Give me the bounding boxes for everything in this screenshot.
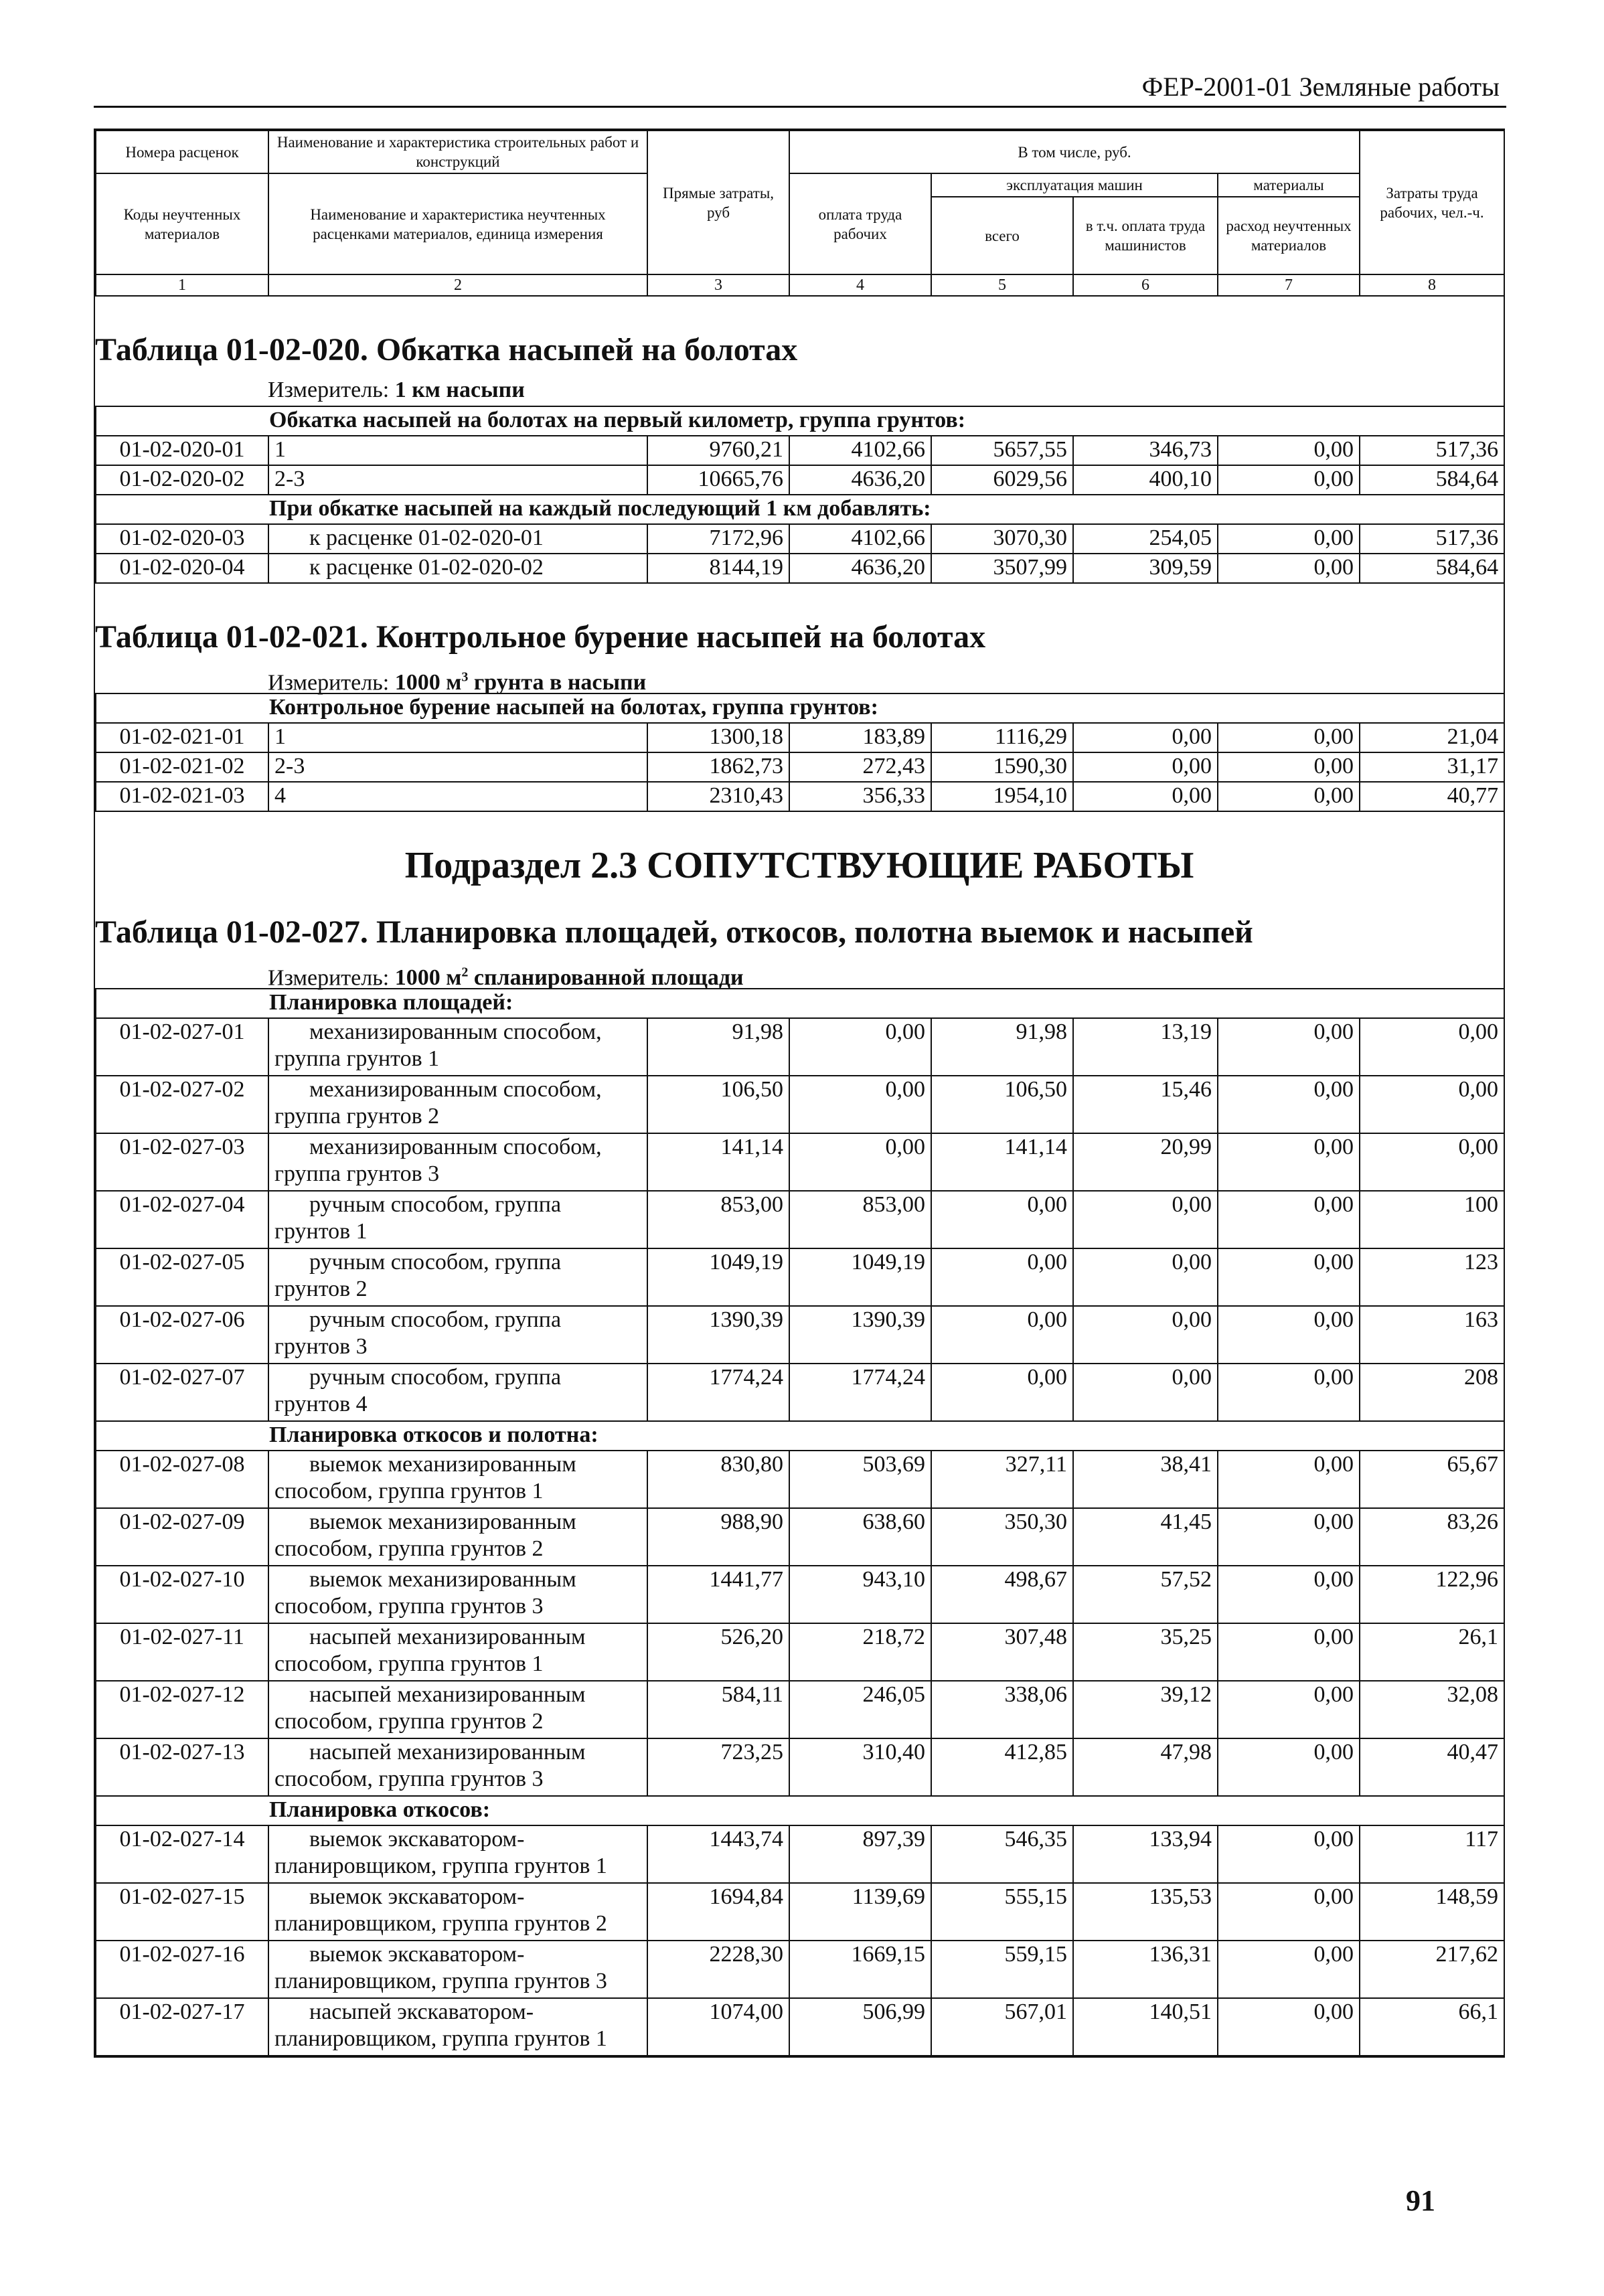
materials: 0,00	[1218, 1738, 1360, 1796]
labor-hours: 163	[1360, 1306, 1504, 1364]
group-label: При обкатке насыпей на каждый последующий 1 км добавлять:	[96, 495, 1504, 524]
direct-costs: 1074,00	[647, 1998, 789, 2056]
machines-total: 3507,99	[931, 554, 1073, 583]
materials: 0,00	[1218, 1508, 1360, 1566]
header-machines: эксплуатация машин	[931, 173, 1218, 197]
direct-costs: 1774,24	[647, 1364, 789, 1421]
labor-hours: 66,1	[1360, 1998, 1504, 2056]
table-row	[96, 1883, 1504, 1941]
machinist-pay: 0,00	[1073, 1364, 1218, 1421]
labor-hours: 217,62	[1360, 1941, 1504, 1998]
materials: 0,00	[1218, 1681, 1360, 1738]
rate-name: насыпей механизированным способом, группа грунтов 1	[268, 1623, 647, 1681]
worker-pay: 4102,66	[789, 524, 931, 554]
rate-name: выемок экскаватором- планировщиком, группа грунтов 3	[268, 1941, 647, 1998]
table-row	[96, 1508, 1504, 1566]
machines-total: 327,11	[931, 1451, 1073, 1508]
rate-code: 01-02-021-01	[96, 723, 268, 752]
worker-pay: 943,10	[789, 1566, 931, 1623]
rate-name: 2-3	[268, 465, 647, 495]
labor-hours: 0,00	[1360, 1018, 1504, 1076]
labor-hours: 148,59	[1360, 1883, 1504, 1941]
labor-hours: 100	[1360, 1191, 1504, 1248]
machinist-pay: 38,41	[1073, 1451, 1218, 1508]
table-row	[96, 1306, 1504, 1364]
header-pay: оплата труда рабочих	[789, 173, 931, 274]
machinist-pay: 140,51	[1073, 1998, 1218, 2056]
direct-costs: 9760,21	[647, 436, 789, 465]
group-label: Планировка откосов и полотна:	[96, 1421, 1504, 1451]
table-021-measure: Измеритель: 1000 $м^3$ грунта в насыпи	[268, 670, 647, 695]
col-num-8: 8	[1360, 274, 1504, 296]
direct-costs: 988,90	[647, 1508, 789, 1566]
labor-hours: 208	[1360, 1364, 1504, 1421]
header-codes: Коды неучтенных материалов	[96, 173, 268, 274]
rate-name: выемок экскаватором- планировщиком, группа грунтов 2	[268, 1883, 647, 1941]
worker-pay: 4636,20	[789, 554, 931, 583]
rate-name: насыпей механизированным способом, группа грунтов 3	[268, 1738, 647, 1796]
materials: 0,00	[1218, 1248, 1360, 1306]
materials: 0,00	[1218, 1076, 1360, 1133]
rate-name: выемок механизированным способом, группа грунтов 1	[268, 1451, 647, 1508]
rate-code: 01-02-027-04	[96, 1191, 268, 1248]
table-row	[96, 1364, 1504, 1421]
machines-total: 498,67	[931, 1566, 1073, 1623]
labor-hours: 21,04	[1360, 723, 1504, 752]
rate-code: 01-02-020-04	[96, 554, 268, 583]
col-num-6: 6	[1073, 274, 1218, 296]
worker-pay: 853,00	[789, 1191, 931, 1248]
rate-code: 01-02-027-11	[96, 1623, 268, 1681]
rate-name: 1	[268, 436, 647, 465]
machines-total: 3070,30	[931, 524, 1073, 554]
direct-costs: 2228,30	[647, 1941, 789, 1998]
table-027-title: Таблица 01-02-027. Планировка площадей, откосов, полотна выемок и насыпей	[95, 914, 1253, 950]
machines-total: 0,00	[931, 1191, 1073, 1248]
table-020	[95, 406, 1505, 584]
worker-pay: 4102,66	[789, 436, 931, 465]
group-label: Планировка откосов:	[96, 1796, 1504, 1825]
group-label: Планировка площадей:	[96, 989, 1504, 1018]
machinist-pay: 309,59	[1073, 554, 1218, 583]
machinist-pay: 15,46	[1073, 1076, 1218, 1133]
rate-code: 01-02-027-06	[96, 1306, 268, 1364]
direct-costs: 1862,73	[647, 752, 789, 782]
direct-costs: 91,98	[647, 1018, 789, 1076]
worker-pay: 218,72	[789, 1623, 931, 1681]
direct-costs: 853,00	[647, 1191, 789, 1248]
materials: 0,00	[1218, 1018, 1360, 1076]
rate-code: 01-02-027-17	[96, 1998, 268, 2056]
direct-costs: 2310,43	[647, 782, 789, 811]
materials: 0,00	[1218, 723, 1360, 752]
group-label: Контрольное бурение насыпей на болотах, группа грунтов:	[96, 693, 1504, 723]
col-num-5: 5	[931, 274, 1073, 296]
table-row	[96, 1738, 1504, 1796]
header-including: В том числе, руб.	[789, 131, 1360, 173]
machinist-pay: 0,00	[1073, 782, 1218, 811]
machines-total: 0,00	[931, 1364, 1073, 1421]
machines-total: 5657,55	[931, 436, 1073, 465]
machinist-pay: 0,00	[1073, 723, 1218, 752]
machines-total: 546,35	[931, 1825, 1073, 1883]
header-name-2: Наименование и характеристика неучтенных расценками материалов, единица измерения	[268, 173, 647, 274]
direct-costs: 10665,76	[647, 465, 789, 495]
rate-name: к расценке 01-02-020-02	[268, 554, 647, 583]
rate-code: 01-02-020-01	[96, 436, 268, 465]
machinist-pay: 13,19	[1073, 1018, 1218, 1076]
machines-total: 1116,29	[931, 723, 1073, 752]
table-row	[96, 1998, 1504, 2056]
table-row	[96, 1133, 1504, 1191]
rate-name: выемок механизированным способом, группа грунтов 2	[268, 1508, 647, 1566]
direct-costs: 1443,74	[647, 1825, 789, 1883]
labor-hours: 31,17	[1360, 752, 1504, 782]
machinist-pay: 47,98	[1073, 1738, 1218, 1796]
machines-total: 6029,56	[931, 465, 1073, 495]
machines-total: 91,98	[931, 1018, 1073, 1076]
worker-pay: 1390,39	[789, 1306, 931, 1364]
labor-hours: 0,00	[1360, 1133, 1504, 1191]
labor-hours: 32,08	[1360, 1681, 1504, 1738]
machinist-pay: 41,45	[1073, 1508, 1218, 1566]
worker-pay: 183,89	[789, 723, 931, 752]
rate-name: насыпей механизированным способом, группа грунтов 2	[268, 1681, 647, 1738]
worker-pay: 1049,19	[789, 1248, 931, 1306]
table-row	[96, 782, 1504, 811]
rate-name: ручным способом, группа грунтов 1	[268, 1191, 647, 1248]
labor-hours: 83,26	[1360, 1508, 1504, 1566]
machines-total: 338,06	[931, 1681, 1073, 1738]
table-row	[96, 1825, 1504, 1883]
table-row	[96, 524, 1504, 554]
worker-pay: 897,39	[789, 1825, 931, 1883]
rate-name: ручным способом, группа грунтов 4	[268, 1364, 647, 1421]
direct-costs: 1441,77	[647, 1566, 789, 1623]
machinist-pay: 254,05	[1073, 524, 1218, 554]
direct-costs: 723,25	[647, 1738, 789, 1796]
materials: 0,00	[1218, 1623, 1360, 1681]
table-021-title: Таблица 01-02-021. Контрольное бурение насыпей на болотах	[95, 619, 986, 655]
machines-total: 0,00	[931, 1248, 1073, 1306]
direct-costs: 1694,84	[647, 1883, 789, 1941]
page-number: 91	[1406, 2184, 1435, 2217]
materials: 0,00	[1218, 554, 1360, 583]
header-mat-use: расход неучтенных материалов	[1218, 197, 1360, 274]
worker-pay: 272,43	[789, 752, 931, 782]
materials: 0,00	[1218, 1191, 1360, 1248]
materials: 0,00	[1218, 1451, 1360, 1508]
worker-pay: 4636,20	[789, 465, 931, 495]
labor-hours: 123	[1360, 1248, 1504, 1306]
col-num-2: 2	[268, 274, 647, 296]
machines-total: 559,15	[931, 1941, 1073, 1998]
materials: 0,00	[1218, 524, 1360, 554]
rate-code: 01-02-021-03	[96, 782, 268, 811]
labor-hours: 122,96	[1360, 1566, 1504, 1623]
rate-name: 4	[268, 782, 647, 811]
rate-name: ручным способом, группа грунтов 2	[268, 1248, 647, 1306]
header-labor: Затраты труда рабочих, чел.-ч.	[1360, 131, 1504, 274]
machinist-pay: 39,12	[1073, 1681, 1218, 1738]
machines-total: 350,30	[931, 1508, 1073, 1566]
machinist-pay: 0,00	[1073, 1248, 1218, 1306]
table-row	[96, 1941, 1504, 1998]
group-label: Обкатка насыпей на болотах на первый километр, группа грунтов:	[96, 406, 1504, 436]
rate-code: 01-02-027-16	[96, 1941, 268, 1998]
header-incl-pay: в т.ч. оплата труда машинистов	[1073, 197, 1218, 274]
table-row	[96, 723, 1504, 752]
table-row	[96, 1018, 1504, 1076]
direct-costs: 1390,39	[647, 1306, 789, 1364]
materials: 0,00	[1218, 1306, 1360, 1364]
table-row	[96, 1451, 1504, 1508]
rate-name: механизированным способом, группа грунтов 1	[268, 1018, 647, 1076]
header-direct-costs: Прямые затраты, руб	[647, 131, 789, 274]
rate-code: 01-02-027-03	[96, 1133, 268, 1191]
worker-pay: 246,05	[789, 1681, 931, 1738]
machinist-pay: 0,00	[1073, 1306, 1218, 1364]
direct-costs: 7172,96	[647, 524, 789, 554]
machinist-pay: 0,00	[1073, 752, 1218, 782]
labor-hours: 584,64	[1360, 554, 1504, 583]
rate-code: 01-02-027-10	[96, 1566, 268, 1623]
rate-code: 01-02-021-02	[96, 752, 268, 782]
materials: 0,00	[1218, 465, 1360, 495]
labor-hours: 517,36	[1360, 524, 1504, 554]
rate-name: выемок механизированным способом, группа грунтов 3	[268, 1566, 647, 1623]
rate-name: ручным способом, группа грунтов 3	[268, 1306, 647, 1364]
col-num-4: 4	[789, 274, 931, 296]
direct-costs: 584,11	[647, 1681, 789, 1738]
rate-code: 01-02-027-01	[96, 1018, 268, 1076]
col-num-1: 1	[96, 274, 268, 296]
materials: 0,00	[1218, 1566, 1360, 1623]
materials: 0,00	[1218, 782, 1360, 811]
worker-pay: 1139,69	[789, 1883, 931, 1941]
materials: 0,00	[1218, 1941, 1360, 1998]
machines-total: 141,14	[931, 1133, 1073, 1191]
table-row	[96, 752, 1504, 782]
direct-costs: 1300,18	[647, 723, 789, 752]
table-027-measure: Измеритель: 1000 $м^2$ спланированной площади	[268, 965, 744, 991]
machinist-pay: 136,31	[1073, 1941, 1218, 1998]
col-num-3: 3	[647, 274, 789, 296]
col-num-7: 7	[1218, 274, 1360, 296]
materials: 0,00	[1218, 1998, 1360, 2056]
machinist-pay: 346,73	[1073, 436, 1218, 465]
header-numbers: Номера расценок	[96, 131, 268, 173]
rate-code: 01-02-020-03	[96, 524, 268, 554]
rate-name: механизированным способом, группа грунтов 3	[268, 1133, 647, 1191]
worker-pay: 503,69	[789, 1451, 931, 1508]
labor-hours: 26,1	[1360, 1623, 1504, 1681]
machinist-pay: 20,99	[1073, 1133, 1218, 1191]
table-027	[95, 988, 1505, 2056]
rate-name: 2-3	[268, 752, 647, 782]
rate-code: 01-02-027-13	[96, 1738, 268, 1796]
worker-pay: 0,00	[789, 1076, 931, 1133]
worker-pay: 506,99	[789, 1998, 931, 2056]
rate-name: механизированным способом, группа грунтов 2	[268, 1076, 647, 1133]
labor-hours: 40,47	[1360, 1738, 1504, 1796]
machinist-pay: 0,00	[1073, 1191, 1218, 1248]
materials: 0,00	[1218, 752, 1360, 782]
worker-pay: 638,60	[789, 1508, 931, 1566]
machines-total: 307,48	[931, 1623, 1073, 1681]
header-materials: материалы	[1218, 173, 1360, 197]
subsection-title: Подраздел 2.3 СОПУТСТВУЮЩИЕ РАБОТЫ	[404, 845, 1194, 886]
materials: 0,00	[1218, 1825, 1360, 1883]
machines-total: 0,00	[931, 1306, 1073, 1364]
table-row	[96, 554, 1504, 583]
rate-name: насыпей экскаватором- планировщиком, группа грунтов 1	[268, 1998, 647, 2056]
labor-hours: 0,00	[1360, 1076, 1504, 1133]
machines-total: 555,15	[931, 1883, 1073, 1941]
direct-costs: 830,80	[647, 1451, 789, 1508]
table-row	[96, 1681, 1504, 1738]
page-header	[94, 68, 1506, 108]
rate-code: 01-02-027-08	[96, 1451, 268, 1508]
rates-table	[94, 129, 1505, 2058]
rate-name: к расценке 01-02-020-01	[268, 524, 647, 554]
labor-hours: 117	[1360, 1825, 1504, 1883]
column-header	[95, 130, 1505, 297]
direct-costs: 526,20	[647, 1623, 789, 1681]
machinist-pay: 135,53	[1073, 1883, 1218, 1941]
table-row	[96, 465, 1504, 495]
worker-pay: 356,33	[789, 782, 931, 811]
table-row	[96, 1248, 1504, 1306]
rate-code: 01-02-027-09	[96, 1508, 268, 1566]
direct-costs: 141,14	[647, 1133, 789, 1191]
header-name-1: Наименование и характеристика строительных работ и конструкций	[268, 131, 647, 173]
direct-costs: 106,50	[647, 1076, 789, 1133]
machines-total: 1954,10	[931, 782, 1073, 811]
machinist-pay: 133,94	[1073, 1825, 1218, 1883]
table-020-title: Таблица 01-02-020. Обкатка насыпей на болотах	[95, 332, 798, 367]
rate-code: 01-02-027-07	[96, 1364, 268, 1421]
machines-total: 567,01	[931, 1998, 1073, 2056]
rate-code: 01-02-027-02	[96, 1076, 268, 1133]
table-020-measure: Измеритель: 1 км насыпи	[268, 378, 525, 402]
materials: 0,00	[1218, 1133, 1360, 1191]
rate-code: 01-02-027-05	[96, 1248, 268, 1306]
table-row	[96, 436, 1504, 465]
rate-code: 01-02-020-02	[96, 465, 268, 495]
machines-total: 1590,30	[931, 752, 1073, 782]
worker-pay: 1669,15	[789, 1941, 931, 1998]
table-row	[96, 1076, 1504, 1133]
header-total: всего	[931, 197, 1073, 274]
labor-hours: 40,77	[1360, 782, 1504, 811]
direct-costs: 1049,19	[647, 1248, 789, 1306]
machinist-pay: 57,52	[1073, 1566, 1218, 1623]
worker-pay: 0,00	[789, 1018, 931, 1076]
rate-code: 01-02-027-15	[96, 1883, 268, 1941]
rate-name: выемок экскаватором- планировщиком, группа грунтов 1	[268, 1825, 647, 1883]
table-row	[96, 1566, 1504, 1623]
labor-hours: 517,36	[1360, 436, 1504, 465]
rate-name: 1	[268, 723, 647, 752]
machinist-pay: 400,10	[1073, 465, 1218, 495]
machinist-pay: 35,25	[1073, 1623, 1218, 1681]
worker-pay: 1774,24	[789, 1364, 931, 1421]
materials: 0,00	[1218, 1364, 1360, 1421]
table-021	[95, 693, 1505, 812]
labor-hours: 65,67	[1360, 1451, 1504, 1508]
worker-pay: 310,40	[789, 1738, 931, 1796]
document-title: ФЕР-2001-01 Земляные работы	[1141, 72, 1500, 102]
table-row	[96, 1191, 1504, 1248]
worker-pay: 0,00	[789, 1133, 931, 1191]
machines-total: 106,50	[931, 1076, 1073, 1133]
labor-hours: 584,64	[1360, 465, 1504, 495]
machines-total: 412,85	[931, 1738, 1073, 1796]
table-row	[96, 1623, 1504, 1681]
materials: 0,00	[1218, 436, 1360, 465]
rate-code: 01-02-027-12	[96, 1681, 268, 1738]
direct-costs: 8144,19	[647, 554, 789, 583]
materials: 0,00	[1218, 1883, 1360, 1941]
rate-code: 01-02-027-14	[96, 1825, 268, 1883]
